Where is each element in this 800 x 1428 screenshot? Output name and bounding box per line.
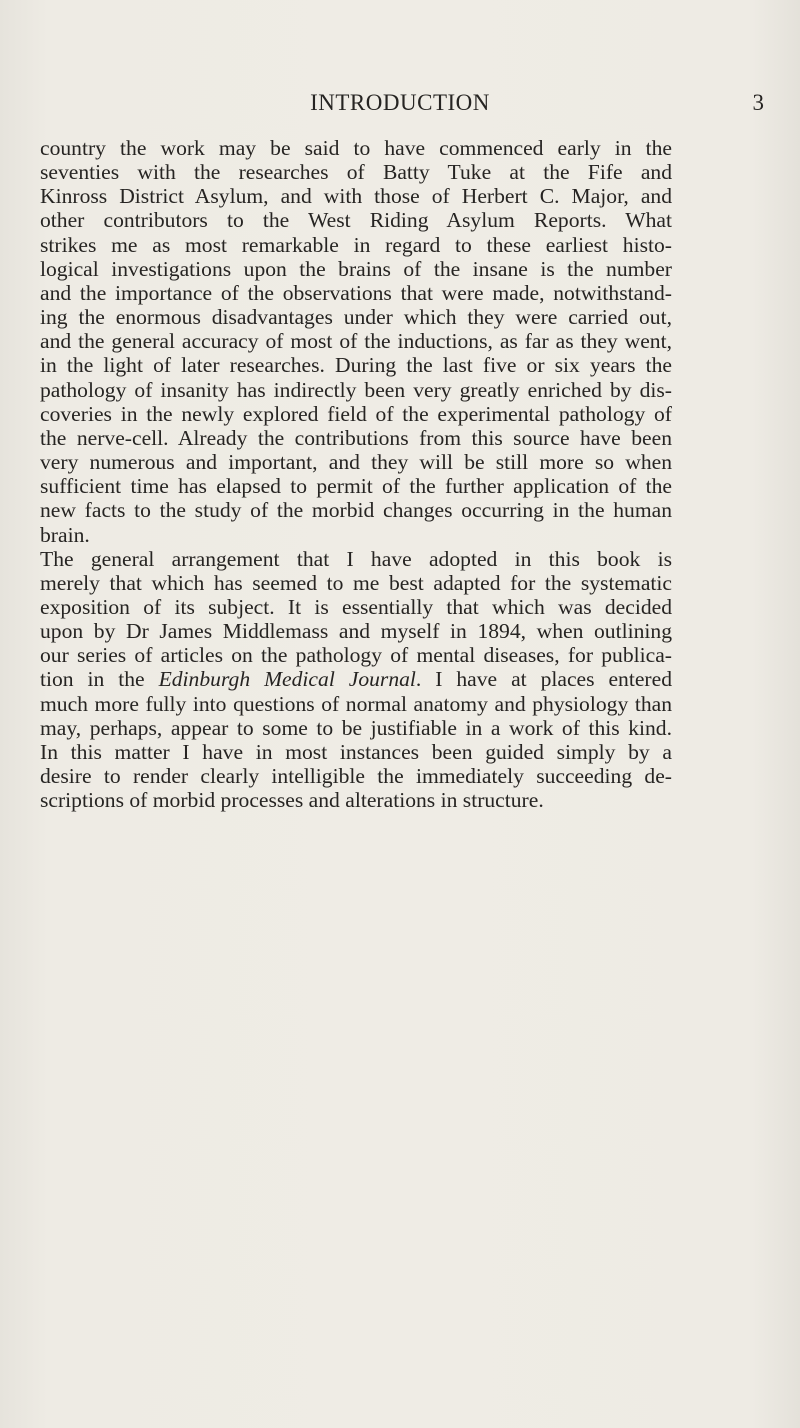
text-line: very numerous and important, and they will be still more so when	[40, 450, 672, 475]
page-number: 3	[752, 90, 764, 115]
text-line: new facts to the study of the morbid changes occurring in the human	[40, 498, 672, 523]
text-line: brain.	[40, 522, 90, 547]
text-line: Kinross District Asylum, and with those of Herbert C. Major, and	[40, 184, 672, 209]
text-line: logical investigations upon the brains of the insane is the number	[40, 256, 672, 281]
text-line: The general arrangement that I have adopted in this book is	[40, 546, 672, 571]
text-line: country the work may be said to have commenced early in the	[40, 136, 672, 160]
journal-title: Edinburgh Medical Journal	[158, 667, 416, 692]
text-line: our series of articles on the pathology of mental diseases, for publica-	[40, 643, 672, 668]
body-text	[40, 136, 672, 812]
text-line: sufficient time has elapsed to permit of the further application of the	[40, 474, 672, 499]
running-head	[0, 90, 800, 120]
text-line: scriptions of morbid processes and alterations in structure.	[40, 788, 544, 813]
text-line: merely that which has seemed to me best adapted for the systematic	[40, 570, 672, 595]
text-line: seventies with the researches of Batty Tuke at the Fife and	[40, 160, 672, 185]
text-line: other contributors to the West Riding Asylum Reports. What	[40, 208, 672, 233]
text-line: In this matter I have in most instances been guided simply by a	[40, 739, 672, 764]
text-line: pathology of insanity has indirectly been very greatly enriched by dis-	[40, 377, 672, 402]
text-line: coveries in the newly explored field of the experimental pathology of	[40, 401, 672, 426]
text-line: may, perhaps, appear to some to be justifiable in a work of this kind.	[40, 715, 672, 740]
text-line: and the general accuracy of most of the inductions, as far as they went,	[40, 329, 672, 354]
text-line: strikes me as most remarkable in regard to these earliest histo-	[40, 232, 672, 257]
chapter-title: INTRODUCTION	[310, 90, 490, 115]
text-line: tion in the Edinburgh Medical Journal. I have at places entered	[40, 667, 672, 692]
text-line: and the importance of the observations that were made, notwithstand-	[40, 280, 672, 305]
text-line: upon by Dr James Middlemass and myself in 1894, when outlining	[40, 619, 672, 644]
text-line: desire to render clearly intelligible the immediately succeeding de-	[40, 764, 672, 789]
text-line: ing the enormous disadvantages under which they were carried out,	[40, 305, 672, 330]
text-line: much more fully into questions of normal anatomy and physiology than	[40, 691, 672, 716]
text-line: exposition of its subject. It is essentially that which was decided	[40, 594, 672, 619]
text-line: in the light of later researches. During the last five or six years the	[40, 353, 672, 378]
text-line: the nerve-cell. Already the contributions from this source have been	[40, 425, 672, 450]
